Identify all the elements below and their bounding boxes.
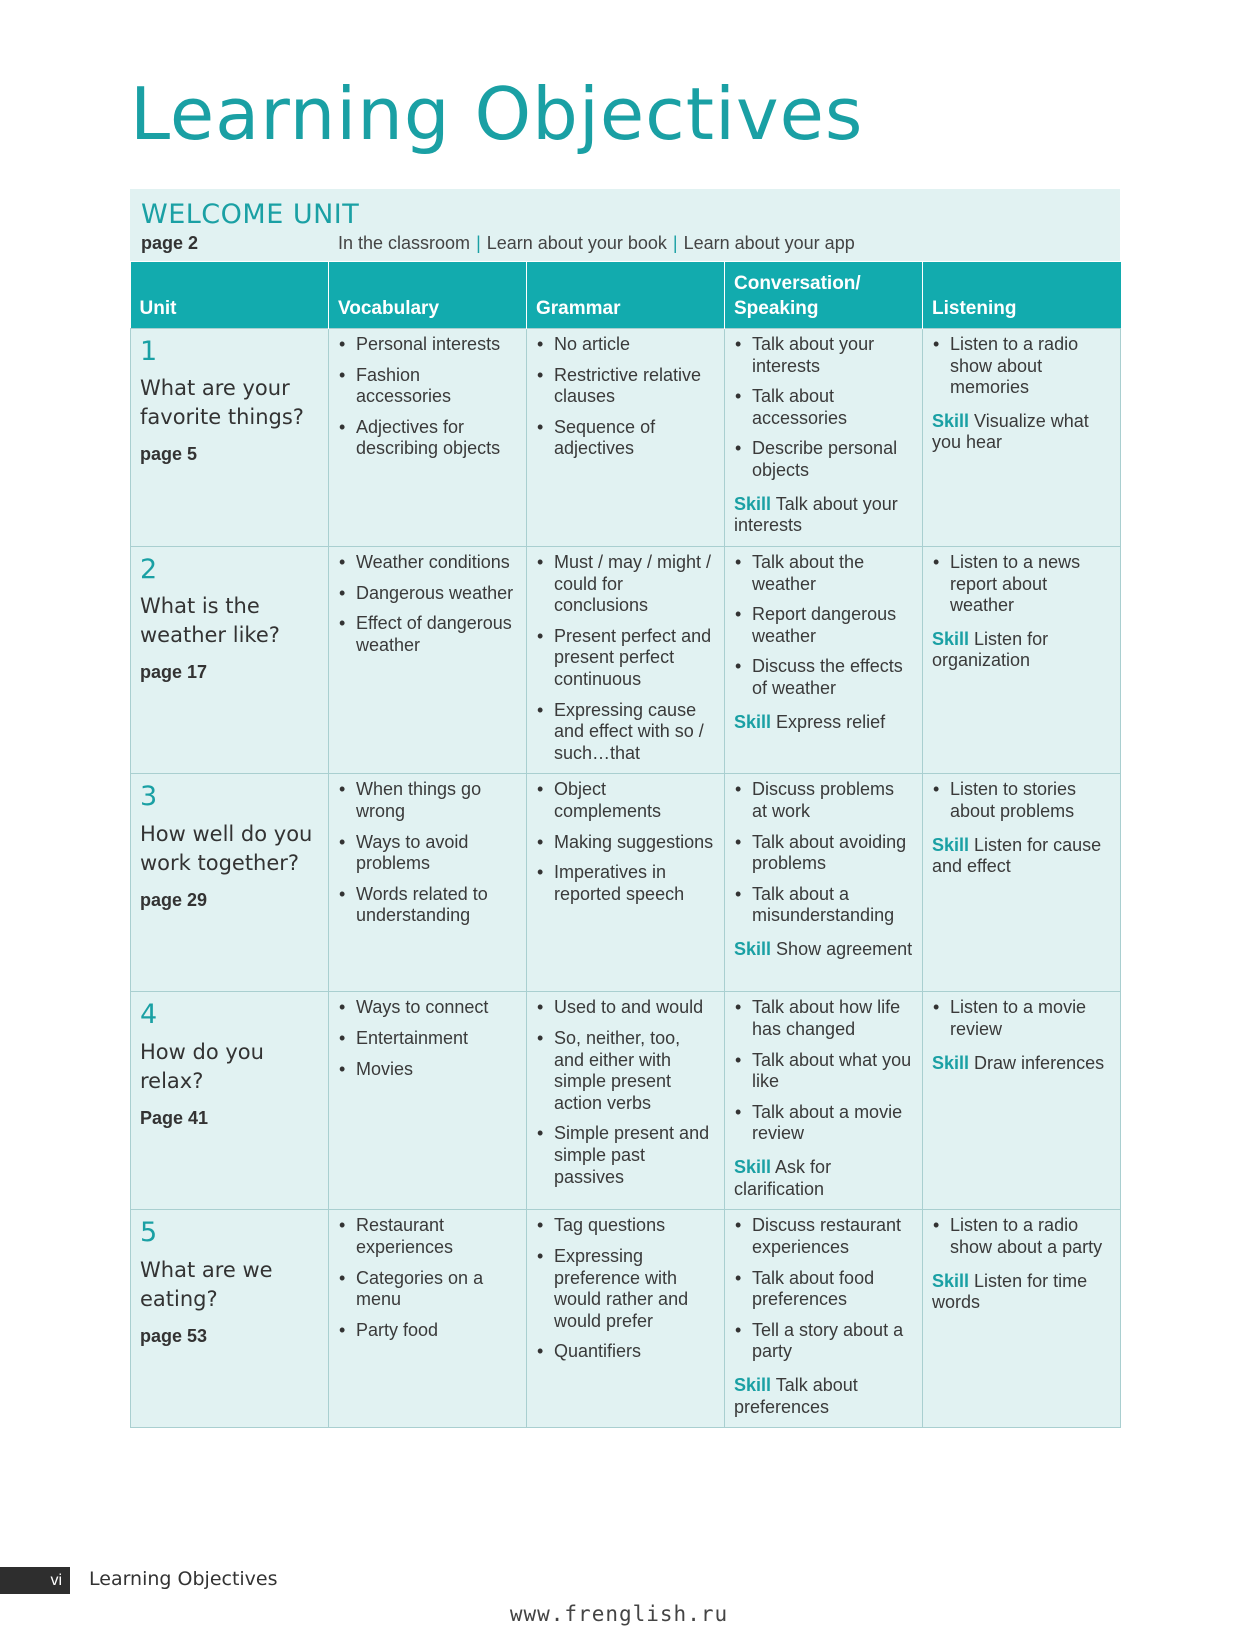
- unit-number: 2: [140, 554, 158, 585]
- list-item: • Talk about the weather: [734, 552, 913, 595]
- welcome-topic: In the classroom: [338, 233, 471, 253]
- skill-text: Visualize what you hear: [932, 410, 1089, 453]
- unit-number: 5: [140, 1217, 158, 1249]
- list-item: • When things go wrong: [338, 779, 517, 822]
- bullet-list: [338, 552, 517, 656]
- list-item: • Sequence of adjectives: [536, 417, 715, 460]
- bullet-list: [932, 334, 1111, 399]
- unit-page: page 53: [140, 1325, 208, 1346]
- list-item: • Movies: [338, 1059, 517, 1081]
- bullet-list: [932, 1215, 1111, 1258]
- skill-label: Skill: [932, 1270, 970, 1291]
- speaking-cell: [725, 547, 923, 774]
- bullet-list: [932, 552, 1111, 617]
- skill-text: Talk about your interests: [734, 493, 898, 536]
- footer-page-number: vi: [0, 1567, 70, 1594]
- unit-cell: [131, 329, 329, 547]
- bullet-list: [932, 779, 1111, 822]
- list-item: • Effect of dangerous weather: [338, 613, 517, 656]
- list-item: • Talk about a movie review: [734, 1102, 913, 1145]
- grammar-cell: [527, 992, 725, 1210]
- skill-note: [932, 411, 1111, 454]
- list-item: • Talk about accessories: [734, 386, 913, 429]
- unit-number: 1: [140, 336, 158, 367]
- bullet-list: [734, 779, 913, 927]
- column-header-vocabulary: Vocabulary: [329, 262, 527, 329]
- list-item: • Talk about how life has changed: [734, 997, 913, 1040]
- topic-separator: |: [672, 233, 678, 253]
- skill-text: Express relief: [776, 711, 886, 732]
- list-item: • Adjectives for describing objects: [338, 417, 517, 460]
- bullet-list: [536, 1215, 715, 1363]
- bullet-list: [932, 997, 1111, 1040]
- welcome-unit-topics: [338, 233, 855, 254]
- welcome-unit-page: page 2: [141, 233, 199, 253]
- table-row: [131, 329, 1121, 547]
- listening-cell: [923, 992, 1121, 1210]
- list-item: • Listen to stories about problems: [932, 779, 1111, 822]
- list-item: • Present perfect and present perfect continuous: [536, 626, 715, 691]
- list-item: • Discuss the effects of weather: [734, 656, 913, 699]
- list-item: • Ways to avoid problems: [338, 832, 517, 875]
- skill-label: Skill: [734, 1374, 772, 1395]
- column-header-grammar: Grammar: [527, 262, 725, 329]
- skill-note: [734, 1375, 913, 1418]
- list-item: • Simple present and simple past passives: [536, 1123, 715, 1188]
- unit-cell: [131, 547, 329, 774]
- list-item: • Report dangerous weather: [734, 604, 913, 647]
- skill-text: Listen for organization: [932, 628, 1049, 671]
- bullet-list: [338, 997, 517, 1080]
- skill-text: Draw inferences: [974, 1052, 1105, 1073]
- skill-label: Skill: [932, 628, 970, 649]
- skill-text: Listen for time words: [932, 1270, 1088, 1313]
- skill-text: Show agreement: [776, 938, 913, 959]
- bullet-list: [338, 779, 517, 927]
- list-item: • Entertainment: [338, 1028, 517, 1050]
- unit-title: What are we eating?: [140, 1257, 273, 1311]
- list-item: • Restaurant experiences: [338, 1215, 517, 1258]
- skill-text: Talk about preferences: [734, 1374, 858, 1417]
- welcome-topic: Learn about your app: [683, 233, 855, 253]
- unit-page: Page 41: [140, 1107, 209, 1128]
- bullet-list: [734, 997, 913, 1145]
- table-row: [131, 547, 1121, 774]
- footer-label: Learning Objectives: [89, 1568, 278, 1590]
- unit-title: How do you relax?: [140, 1039, 264, 1093]
- bullet-list: [536, 552, 715, 764]
- skill-note: [932, 1053, 1111, 1075]
- list-item: • Categories on a menu: [338, 1268, 517, 1311]
- unit-page: page 5: [140, 444, 198, 465]
- bullet-list: [536, 997, 715, 1188]
- vocabulary-cell: [329, 547, 527, 774]
- column-header-speaking: Conversation/ Speaking: [725, 262, 923, 329]
- speaking-cell: [725, 329, 923, 547]
- unit-cell: [131, 1210, 329, 1428]
- unit-title: What are your favorite things?: [140, 376, 304, 430]
- list-item: • Restrictive relative clauses: [536, 365, 715, 408]
- topic-separator: |: [476, 233, 481, 253]
- skill-note: [734, 712, 913, 734]
- list-item: • Making suggestions: [536, 832, 715, 854]
- list-item: • Tag questions: [536, 1215, 715, 1237]
- list-item: • Weather conditions: [338, 552, 517, 574]
- list-item: • So, neither, too, and either with simple present action verbs: [536, 1028, 715, 1114]
- vocabulary-cell: [329, 329, 527, 547]
- list-item: • Ways to connect: [338, 997, 517, 1019]
- bullet-list: [338, 1215, 517, 1341]
- unit-number: 4: [140, 999, 158, 1031]
- list-item: • Listen to a news report about weather: [932, 552, 1111, 617]
- watermark: www.frenglish.ru: [509, 1602, 729, 1626]
- skill-label: Skill: [734, 938, 772, 959]
- unit-page: page 29: [140, 889, 208, 910]
- skill-note: [734, 939, 913, 961]
- unit-number: 3: [140, 781, 158, 813]
- bullet-list: [734, 334, 913, 482]
- unit-title: How well do you work together?: [140, 821, 313, 875]
- list-item: • Tell a story about a party: [734, 1320, 913, 1363]
- listening-cell: [923, 329, 1121, 547]
- list-item: • Listen to a radio show about memories: [932, 334, 1111, 399]
- skill-note: [932, 835, 1111, 878]
- list-item: • Discuss problems at work: [734, 779, 913, 822]
- column-header-listening: Listening: [923, 262, 1121, 329]
- skill-text: Listen for cause and effect: [932, 834, 1102, 877]
- skill-note: [932, 629, 1111, 672]
- skill-label: Skill: [932, 1052, 970, 1073]
- objectives-table: [130, 262, 1121, 1428]
- list-item: • Expressing preference with would rather and would prefer: [536, 1246, 715, 1332]
- list-item: • Talk about food preferences: [734, 1268, 913, 1311]
- skill-label: Skill: [932, 410, 970, 431]
- column-header-unit: Unit: [131, 262, 329, 329]
- list-item: • Talk about avoiding problems: [734, 832, 913, 875]
- bullet-list: [734, 1215, 913, 1363]
- list-item: • Expressing cause and effect with so / such…that: [536, 700, 715, 765]
- unit-cell: [131, 992, 329, 1210]
- skill-label: Skill: [734, 711, 772, 732]
- list-item: • Talk about your interests: [734, 334, 913, 377]
- skill-note: [932, 1271, 1111, 1314]
- list-item: • Talk about a misunderstanding: [734, 884, 913, 927]
- grammar-cell: [527, 547, 725, 774]
- skill-text: Ask for clarification: [734, 1156, 832, 1199]
- listening-cell: [923, 547, 1121, 774]
- table-header-row: [131, 262, 1121, 329]
- vocabulary-cell: [329, 1210, 527, 1428]
- skill-label: Skill: [734, 493, 772, 514]
- skill-note: [734, 1157, 913, 1200]
- table-row: [131, 1210, 1121, 1428]
- list-item: • Imperatives in reported speech: [536, 862, 715, 905]
- speaking-cell: [725, 992, 923, 1210]
- list-item: • Listen to a movie review: [932, 997, 1111, 1040]
- list-item: • Talk about what you like: [734, 1050, 913, 1093]
- skill-label: Skill: [734, 1156, 772, 1177]
- list-item: • Used to and would: [536, 997, 715, 1019]
- welcome-unit-banner: [130, 189, 1120, 261]
- unit-page: page 17: [140, 662, 208, 683]
- unit-cell: [131, 774, 329, 992]
- vocabulary-cell: [329, 992, 527, 1210]
- list-item: • Object complements: [536, 779, 715, 822]
- welcome-unit-title: WELCOME UNIT: [141, 199, 360, 230]
- list-item: • Discuss restaurant experiences: [734, 1215, 913, 1258]
- bullet-list: [536, 334, 715, 460]
- list-item: • Quantifiers: [536, 1341, 715, 1363]
- list-item: • No article: [536, 334, 715, 356]
- list-item: • Personal interests: [338, 334, 517, 356]
- list-item: • Fashion accessories: [338, 365, 517, 408]
- bullet-list: [734, 552, 913, 700]
- welcome-topic: Learn about your book: [486, 233, 667, 253]
- table-row: [131, 992, 1121, 1210]
- list-item: • Dangerous weather: [338, 583, 517, 605]
- bullet-list: [338, 334, 517, 460]
- grammar-cell: [527, 329, 725, 547]
- skill-note: [734, 494, 913, 537]
- listening-cell: [923, 1210, 1121, 1428]
- grammar-cell: [527, 1210, 725, 1428]
- listening-cell: [923, 774, 1121, 992]
- speaking-cell: [725, 1210, 923, 1428]
- list-item: • Listen to a radio show about a party: [932, 1215, 1111, 1258]
- vocabulary-cell: [329, 774, 527, 992]
- table-row: [131, 774, 1121, 992]
- skill-label: Skill: [932, 834, 970, 855]
- list-item: • Must / may / might / could for conclusions: [536, 552, 715, 617]
- list-item: • Words related to understanding: [338, 884, 517, 927]
- bullet-list: [536, 779, 715, 905]
- unit-title: What is the weather like?: [140, 594, 280, 648]
- page-title: Learning Objectives: [130, 72, 864, 156]
- list-item: • Describe personal objects: [734, 438, 913, 481]
- grammar-cell: [527, 774, 725, 992]
- speaking-cell: [725, 774, 923, 992]
- list-item: • Party food: [338, 1320, 517, 1342]
